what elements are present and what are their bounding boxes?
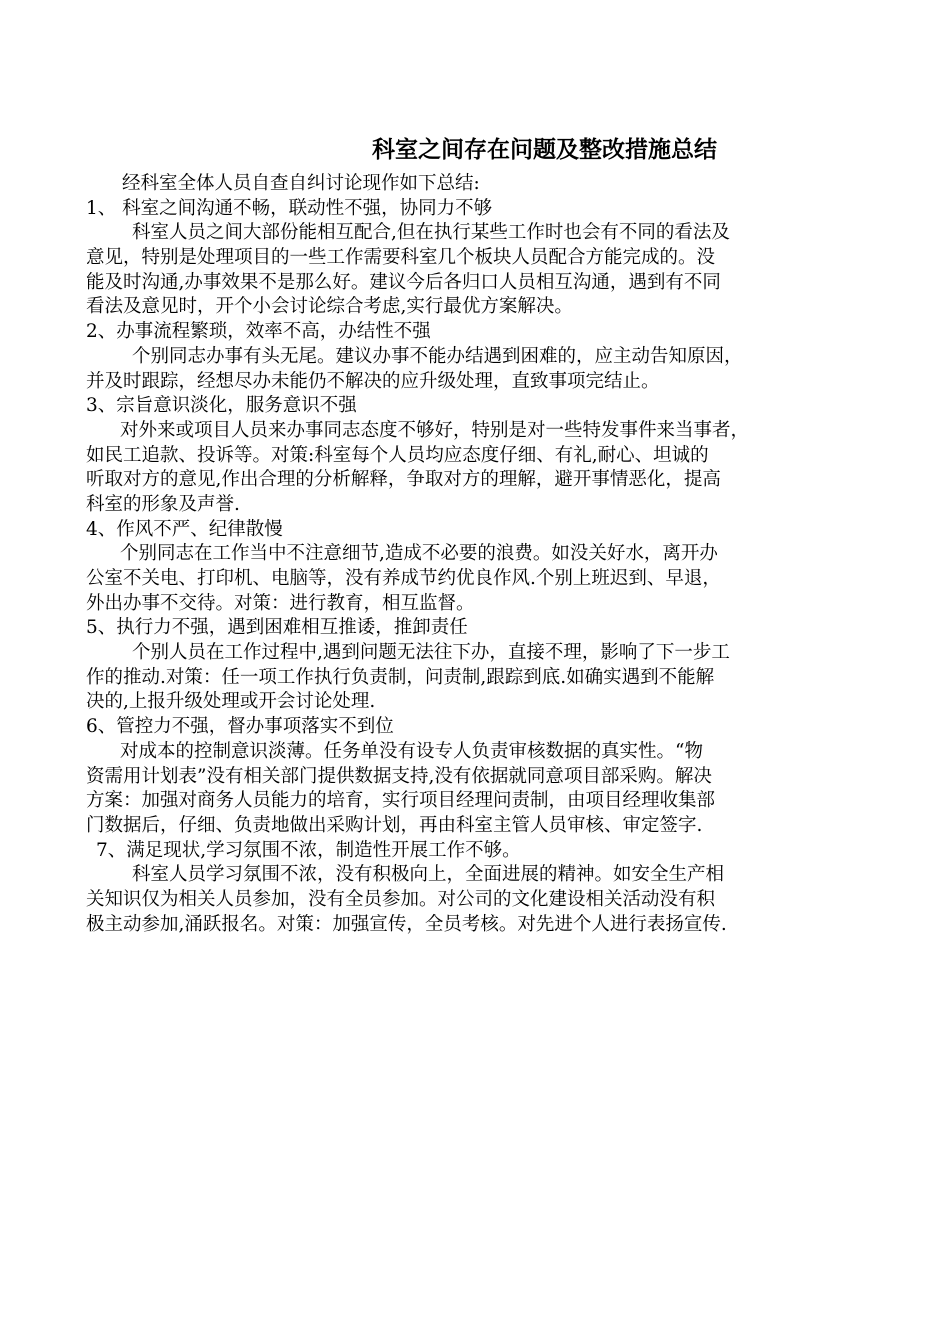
paragraph-line: 对外来或项目人员来办事同志态度不够好，特别是对一些特发事件来当事者，: [120, 419, 750, 441]
paragraph-line: 科室的形象及声誉.: [86, 493, 240, 515]
paragraph-line: 意见，特别是处理项目的一些工作需要科室几个板块人员配合方能完成的。没: [86, 247, 716, 269]
paragraph-line: 资需用计划表”没有相关部门提供数据支持,没有依据就同意项目部采购。解决: [86, 765, 712, 787]
paragraph-line: 个别同志在工作当中不注意细节,造成不必要的浪费。如没关好水，离开办: [120, 543, 718, 565]
paragraph-line: 能及时沟通,办事效果不是那么好。建议今后各归口人员相互沟通，遇到有不同: [86, 271, 721, 293]
paragraph-line: 外出办事不交待。对策：进行教育，相互监督。: [86, 592, 475, 614]
intro-line: 经科室全体人员自查自纠讨论现作如下总结:: [122, 173, 480, 194]
section-heading-6: 6、管控力不强，督办事项落实不到位: [86, 716, 394, 738]
section-heading-4: 4、作风不严、纪律散慢: [86, 518, 283, 540]
paragraph-line: 方案：加强对商务人员能力的培育，实行项目经理问责制，由项目经理收集部: [86, 790, 716, 812]
section-heading-1: 1、 科室之间沟通不畅，联动性不强，协同力不够: [86, 197, 493, 219]
paragraph-line: 看法及意见时，开个小会讨论综合考虑,实行最优方案解决。: [86, 296, 573, 318]
paragraph-line: 决的,上报升级处理或开会讨论处理.: [86, 691, 376, 713]
paragraph-line: 如民工追款、投诉等。对策:科室每个人员均应态度仔细、有礼,耐心、坦诚的: [86, 444, 709, 466]
paragraph-line: 关知识仅为相关人员参加，没有全员参加。对公司的文化建设相关活动没有积: [86, 888, 716, 910]
paragraph-line: 门数据后，仔细、负责地做出采购计划，再由科室主管人员审核、审定签字.: [86, 814, 703, 836]
paragraph-line: 个别同志办事有头无尾。建议办事不能办结遇到困难的，应主动告知原因，: [132, 345, 743, 367]
paragraph-line: 极主动参加,涌跃报名。对策：加强宣传，全员考核。对先进个人进行表扬宣传.: [86, 913, 727, 935]
paragraph-line: 公室不关电、打印机、电脑等，没有养成节约优良作风.个别上班迟到、早退，: [86, 568, 721, 589]
paragraph-line: 个别人员在工作过程中,遇到问题无法往下办，直接不理，影响了下一步工: [132, 642, 730, 664]
paragraph-line: 听取对方的意见,作出合理的分析解释，争取对方的理解，避开事情恶化，提高: [86, 469, 721, 491]
section-heading-7: 7、满足现状,学习氛围不浓，制造性开展工作不够。: [96, 839, 521, 861]
paragraph-line: 科室人员之间大部份能相互配合,但在执行某些工作时也会有不同的看法及: [132, 222, 730, 244]
section-heading-3: 3、宗旨意识淡化，服务意识不强: [86, 395, 357, 417]
paragraph-line: 作的推动.对策：任一项工作执行负责制，问责制,跟踪到底.如确实遇到不能解: [86, 666, 715, 688]
paragraph-line: 对成本的控制意识淡薄。任务单没有设专人负责审核数据的真实性。“物: [120, 740, 703, 762]
document-title: 科室之间存在问题及整改措施总结: [372, 136, 717, 163]
section-heading-2: 2、办事流程繁琐，效率不高，办结性不强: [86, 321, 431, 343]
paragraph-line: 科室人员学习氛围不浓，没有积极向上，全面进展的精神。如安全生产相: [132, 864, 725, 886]
document-body: [86, 172, 866, 937]
paragraph-line: 并及时跟踪，经想尽办未能仍不解决的应升级处理，直致事项完结止。: [86, 370, 660, 392]
section-heading-5: 5、执行力不强，遇到困难相互推诿，推卸责任: [86, 617, 468, 639]
